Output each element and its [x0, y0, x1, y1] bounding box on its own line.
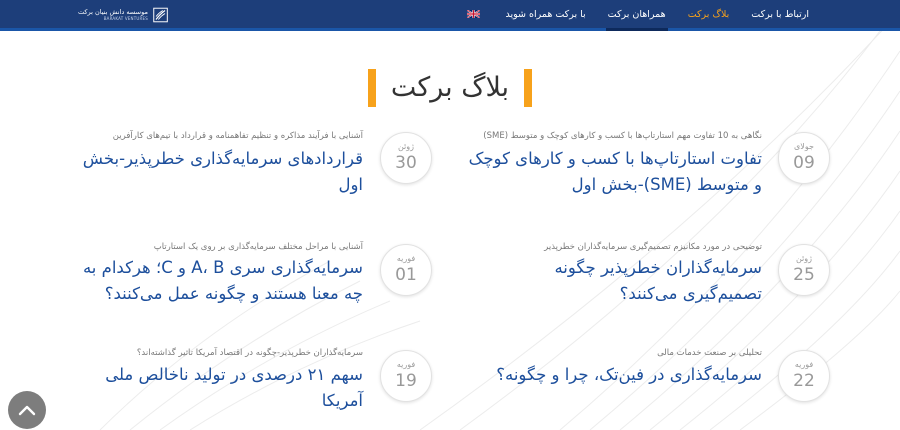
- page-title: بلاگ برکت: [390, 72, 510, 103]
- post-month: فوریه: [396, 254, 416, 264]
- post-title-link[interactable]: سرمایه‌گذاران خطرپذیر چگونه تصمیم‌گیری می‌کنند؟: [554, 258, 762, 303]
- title-accent-left: [368, 69, 376, 107]
- post-subtitle: نگاهی به 10 تفاوت مهم استارتاپ‌ها با کسب و کارهای کوچک و متوسط (SME): [483, 131, 762, 141]
- post-date: [778, 350, 830, 402]
- logo[interactable]: [78, 3, 168, 27]
- post-subtitle: توضیحی در مورد مکانیزم تصمیم‌گیری سرمایه‌گذاران خطرپذیر: [544, 242, 762, 252]
- post-subtitle: آشنایی با مراحل مختلف سرمایه‌گذاری بر روی یک استارتاپ: [153, 242, 363, 252]
- post-day: 19: [395, 371, 417, 392]
- main-nav: [467, 0, 820, 28]
- post-day: 25: [793, 265, 815, 286]
- post-day: 22: [793, 371, 815, 392]
- post-title-link[interactable]: تفاوت استارتاپ‌ها با کسب و کارهای کوچک و متوسط (SME)-بخش اول: [468, 149, 762, 194]
- post-date: [778, 244, 830, 296]
- post-subtitle: تحلیلی بر صنعت خدمات مالی: [657, 348, 762, 358]
- post-date: [778, 132, 830, 184]
- post-title-link[interactable]: سرمایه‌گذاری سری A، B و C؛ هرکدام به چه معنا هستند و چگونه عمل می‌کنند؟: [82, 258, 363, 303]
- nav-partners[interactable]: همراهان برکت: [597, 0, 677, 28]
- post-month: جولای: [794, 142, 814, 152]
- nav-join[interactable]: با برکت همراه شوید: [505, 8, 586, 20]
- blog-title-section: [0, 69, 900, 107]
- title-accent-right: [524, 69, 532, 107]
- nav-contact[interactable]: ارتباط با برکت: [751, 8, 809, 20]
- post-month: ژوئن: [795, 254, 813, 264]
- post-title-link[interactable]: قراردادهای سرمایه‌گذاری خطرپذیر-بخش اول: [82, 149, 363, 194]
- logo-mark-icon: [153, 5, 168, 25]
- logo-name-fa: موسسه دانش بنیان برکت: [78, 7, 148, 16]
- post-title-link[interactable]: سرمایه‌گذاری در فین‌تک، چرا و چگونه؟: [496, 365, 762, 384]
- post-day: 09: [793, 153, 815, 174]
- top-navbar: [0, 0, 900, 31]
- post-date: [380, 350, 432, 402]
- logo-name-en: BARAKAT VENTURES: [103, 16, 148, 22]
- post-month: فوریه: [396, 360, 416, 370]
- post-date: [380, 132, 432, 184]
- post-subtitle: آشنایی با فرآیند مذاکره و تنظیم تفاهمنامه و قرارداد با تیم‌های کارآفرین: [112, 131, 363, 141]
- scroll-top-button[interactable]: [8, 391, 46, 429]
- uk-flag-icon[interactable]: [467, 10, 480, 18]
- post-day: 01: [395, 265, 417, 286]
- nav-blog[interactable]: بلاگ برکت: [687, 8, 730, 20]
- post-title-link[interactable]: سهم ۲۱ درصدی در تولید ناخالص ملی آمریکا: [105, 365, 363, 410]
- post-month: فوریه: [794, 360, 814, 370]
- chevron-up-icon: [18, 404, 36, 416]
- post-month: ژوئن: [397, 142, 415, 152]
- post-date: [380, 244, 432, 296]
- post-subtitle: سرمایه‌گذاران خطرپذیر-چگونه در اقتصاد آمریکا تاثیر گذاشته‌اند؟: [136, 348, 363, 358]
- post-day: 30: [395, 153, 417, 174]
